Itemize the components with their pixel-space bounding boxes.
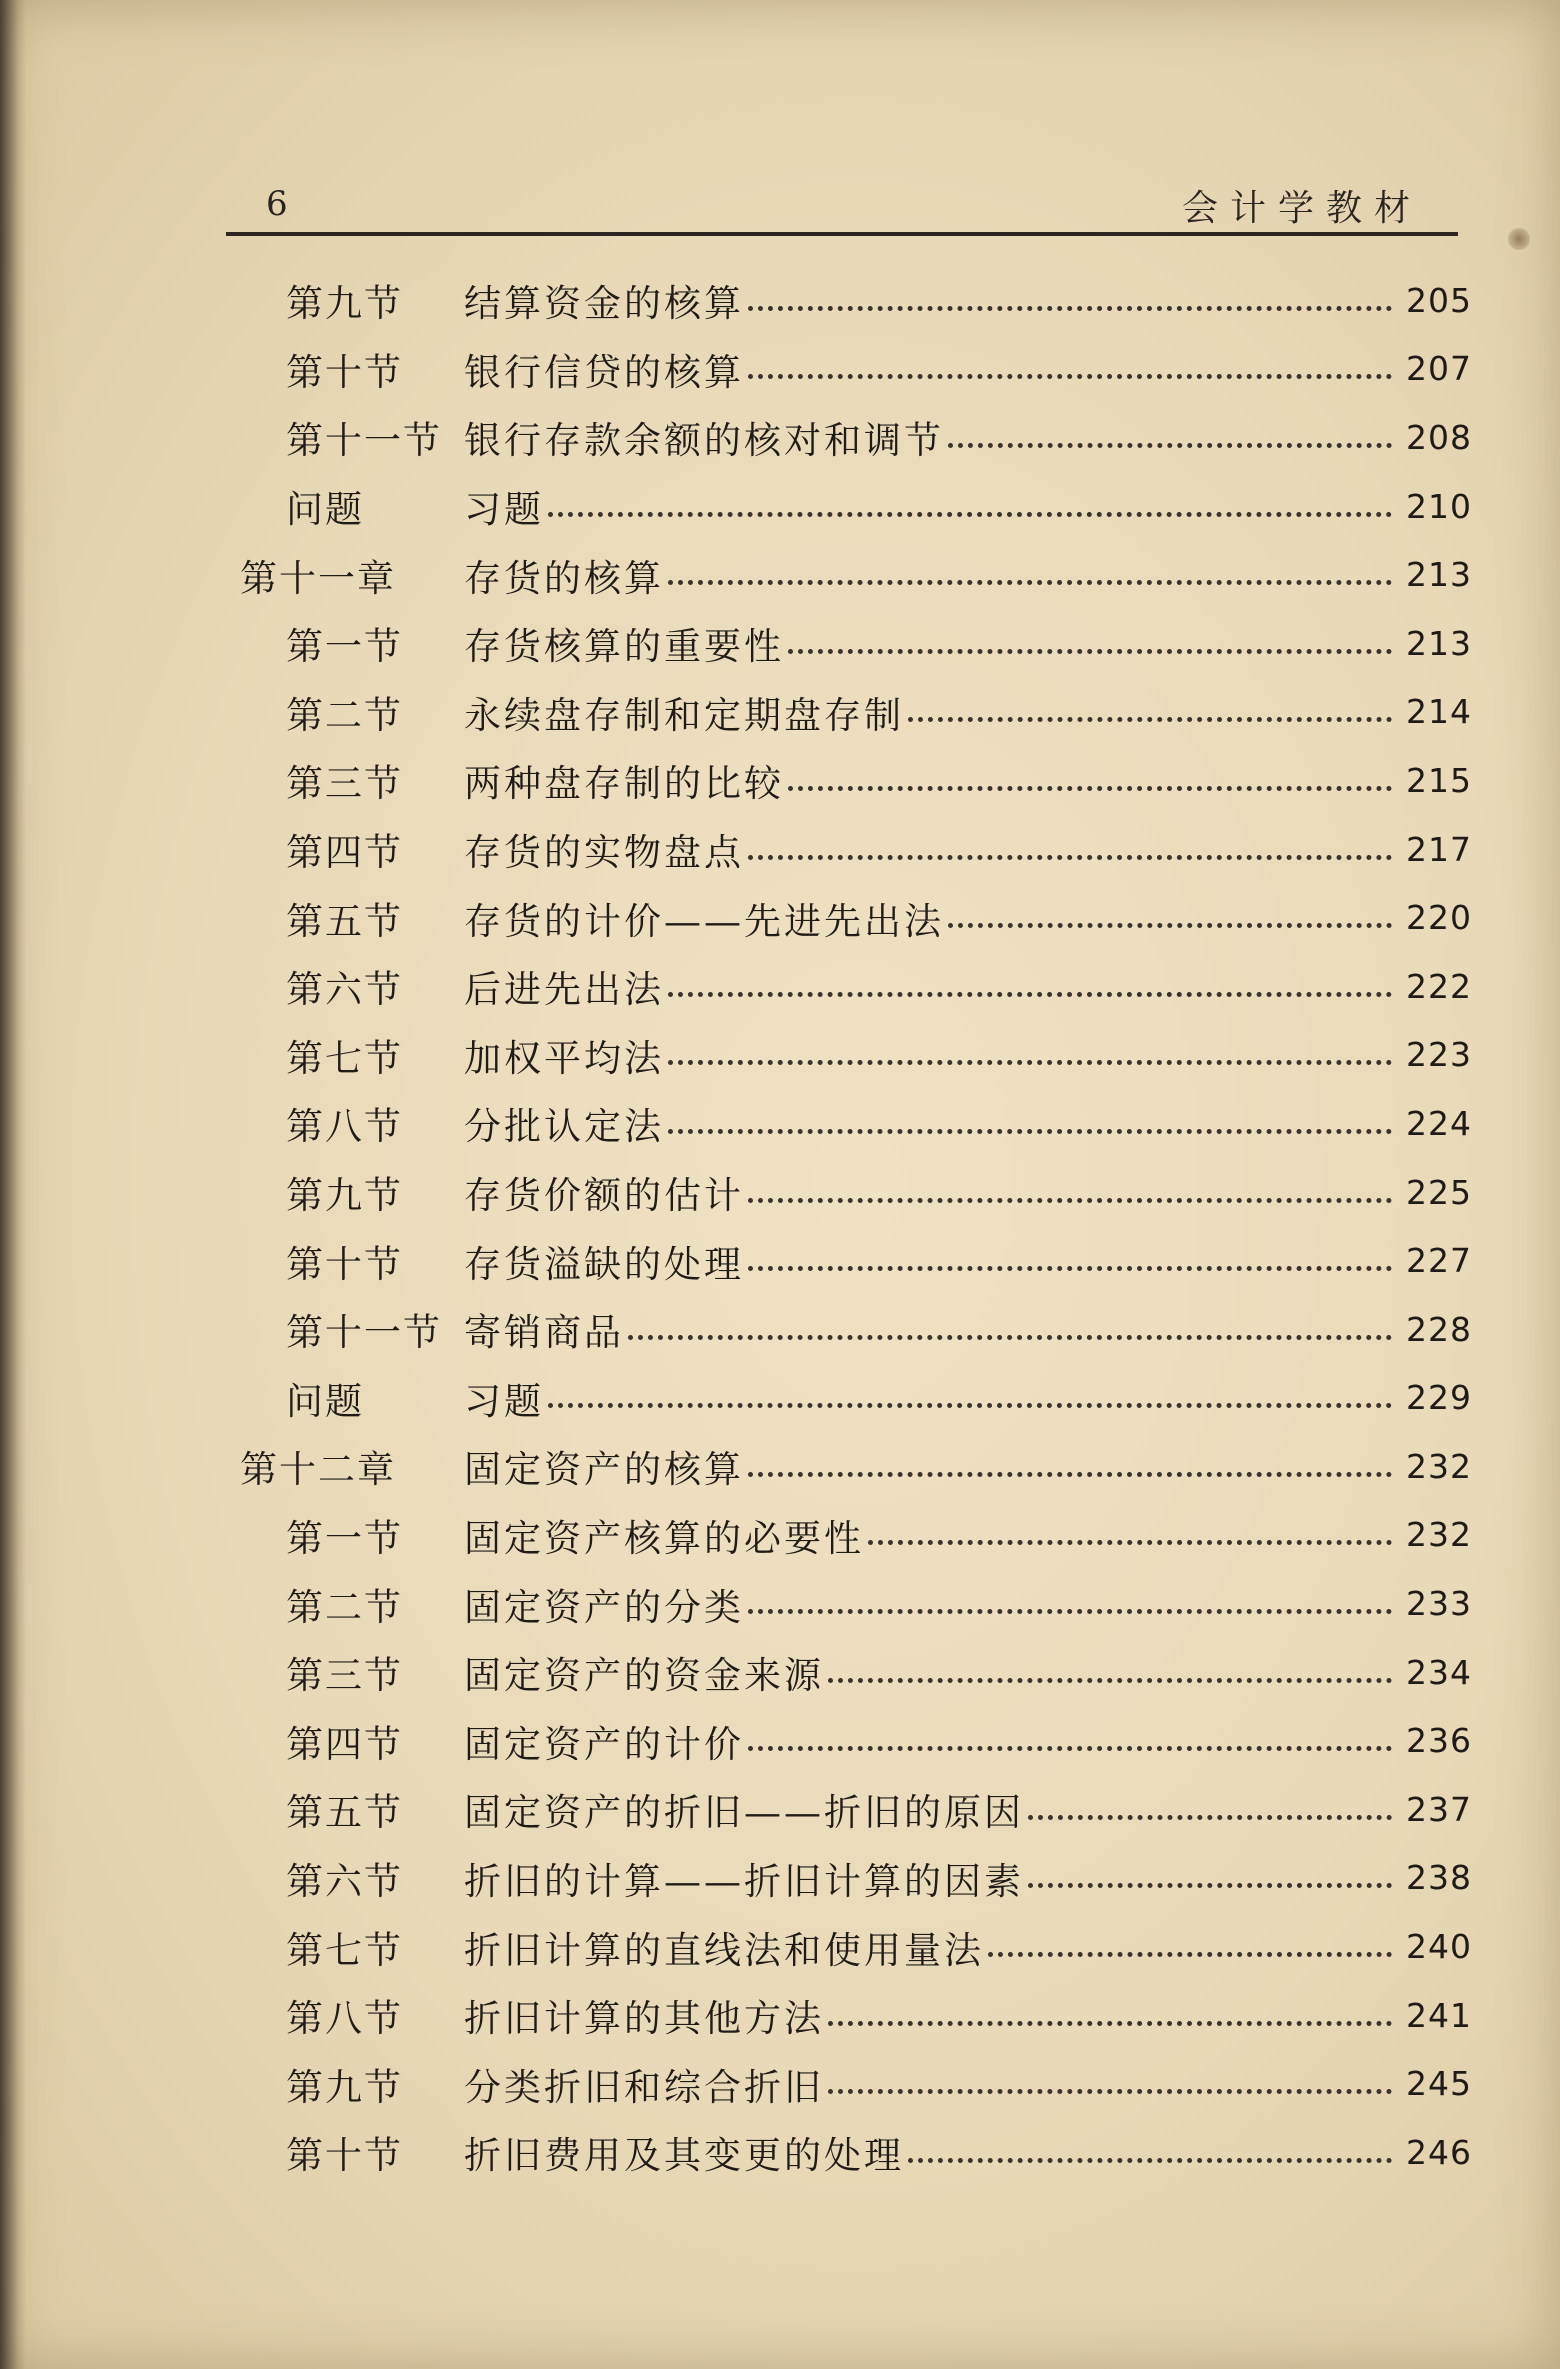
toc-entry-label: 第十一节 [286,419,442,463]
toc-entry-title: 银行信贷的核算 [464,350,744,394]
page-number: 6 [266,184,288,224]
toc-section-row [240,2049,1470,2118]
toc-entry-title: 固定资产的核算 [464,1448,744,1492]
toc-section-row [240,609,1470,678]
toc-entry-label: 第十一章 [240,556,396,600]
toc-chapter-row [240,1432,1470,1501]
toc-entry-title: 固定资产的计价 [464,1722,744,1766]
toc-page-number: 232 [1406,1446,1472,1486]
toc-section-row [240,403,1470,472]
toc-entry-title: 后进先出法 [464,968,664,1012]
toc-entry-label: 第十节 [286,2134,403,2178]
toc-entry-label: 第四节 [286,1722,403,1766]
spine-shadow [0,0,26,2369]
toc-entry-title: 习题 [464,1379,544,1423]
toc-page-number: 238 [1406,1858,1472,1898]
dot-leader [548,1403,1392,1408]
toc-page-number: 227 [1406,1241,1472,1281]
toc-section-row [240,1775,1470,1844]
toc-section-row [240,1501,1470,1570]
toc-entry-label: 第九节 [286,282,403,326]
toc-section-row [240,1089,1470,1158]
toc-entry-title: 折旧费用及其变更的处理 [464,2134,904,2178]
toc-section-row [240,1021,1470,1090]
dot-leader [668,992,1392,997]
toc-page-number: 246 [1406,2132,1472,2172]
dot-leader [828,2089,1392,2094]
toc-section-row [240,883,1470,952]
dot-leader [668,1060,1392,1065]
toc-section-row [240,746,1470,815]
toc-page-number: 213 [1406,555,1472,595]
toc-entry-title: 结算资金的核算 [464,282,744,326]
toc-page-number: 225 [1406,1172,1472,1212]
toc-page-number: 228 [1406,1309,1472,1349]
toc-entry-label: 第十一节 [286,1311,442,1355]
toc-section-row [240,952,1470,1021]
toc-entry-label: 第三节 [286,1654,403,1698]
toc-page-number: 222 [1406,966,1472,1006]
toc-page-number: 207 [1406,349,1472,389]
toc-page-number: 234 [1406,1652,1472,1692]
toc-entry-title: 银行存款余额的核对和调节 [464,419,944,463]
toc-page-number: 237 [1406,1789,1472,1829]
toc-section-row [240,1912,1470,1981]
toc-entry-label: 第五节 [286,899,403,943]
toc-entry-label: 第九节 [286,2065,403,2109]
toc-section-row [240,1706,1470,1775]
dot-leader [748,1609,1392,1614]
toc-entry-label: 第十二章 [240,1448,396,1492]
toc-entry-title: 存货的计价——先进先出法 [464,899,944,943]
dot-leader [748,855,1392,860]
toc-entry-label: 第二节 [286,1585,403,1629]
toc-entry-title: 习题 [464,488,544,532]
toc-entry-title: 折旧计算的直线法和使用量法 [464,1928,984,1972]
toc-entry-label: 第九节 [286,1174,403,1218]
dot-leader [1028,1815,1392,1820]
toc-entry-label: 第四节 [286,831,403,875]
toc-chapter-row [240,540,1470,609]
toc-entry-label: 第八节 [286,1105,403,1149]
toc-page-number: 245 [1406,2064,1472,2104]
toc-section-row [240,1158,1470,1227]
toc-entry-label: 第八节 [286,1997,403,2041]
toc-section-row [240,1981,1470,2050]
toc-section-row [240,335,1470,404]
toc-page-number: 233 [1406,1584,1472,1624]
toc-entry-label: 第十节 [286,350,403,394]
toc-entry-label: 第十节 [286,1242,403,1286]
toc-entry-label: 第五节 [286,1791,403,1835]
dot-leader [628,1335,1392,1340]
toc-entry-label: 第六节 [286,968,403,1012]
toc-entry-title: 存货溢缺的处理 [464,1242,744,1286]
toc-entry-title: 固定资产的分类 [464,1585,744,1629]
toc-entry-title: 折旧的计算——折旧计算的因素 [464,1859,1024,1903]
toc-entry-label: 问题 [286,1379,364,1423]
toc-page-number: 220 [1406,898,1472,938]
toc-entry-label: 问题 [286,488,364,532]
toc-entry-title: 分批认定法 [464,1105,664,1149]
toc-entry-title: 加权平均法 [464,1036,664,1080]
toc-entry-title: 固定资产核算的必要性 [464,1516,864,1560]
dot-leader [668,1129,1392,1134]
dot-leader [548,512,1392,517]
toc-section-row [240,266,1470,335]
toc-entry-title: 存货的实物盘点 [464,831,744,875]
dot-leader [788,786,1392,791]
toc-entry-label: 第七节 [286,1928,403,1972]
toc-page-number: 229 [1406,1378,1472,1418]
toc-entry-title: 存货价额的估计 [464,1174,744,1218]
dot-leader [948,443,1392,448]
toc-section-row [240,1364,1470,1433]
toc-entry-label: 第一节 [286,625,403,669]
toc-page-number: 232 [1406,1515,1472,1555]
toc-entry-title: 两种盘存制的比较 [464,762,784,806]
toc-section-row [240,1569,1470,1638]
toc-section-row [240,2118,1470,2187]
book-title: 会计学教材 [1181,188,1422,229]
toc-entry-label: 第七节 [286,1036,403,1080]
dot-leader [948,923,1392,928]
paper-stain [1508,228,1530,250]
toc-page-number: 213 [1406,623,1472,663]
toc-section-row [240,1295,1470,1364]
dot-leader [748,1472,1392,1477]
toc-section-row [240,1844,1470,1913]
toc-entry-title: 永续盘存制和定期盘存制 [464,693,904,737]
dot-leader [908,717,1392,722]
toc-entry-label: 第六节 [286,1859,403,1903]
toc-page-number: 210 [1406,486,1472,526]
toc-entry-title: 固定资产的资金来源 [464,1654,824,1698]
toc-entry-title: 分类折旧和综合折旧 [464,2065,824,2109]
dot-leader [668,580,1392,585]
dot-leader [868,1540,1392,1545]
toc-entry-title: 固定资产的折旧——折旧的原因 [464,1791,1024,1835]
toc-section-row [240,472,1470,541]
dot-leader [828,1678,1392,1683]
page-header [226,176,1456,236]
header-rule [226,232,1458,236]
dot-leader [908,2158,1392,2163]
toc-page-number: 208 [1406,417,1472,457]
toc-page-number: 224 [1406,1103,1472,1143]
toc-section-row [240,815,1470,884]
dot-leader [748,1266,1392,1271]
toc-entry-label: 第三节 [286,762,403,806]
toc-entry-label: 第一节 [286,1516,403,1560]
dot-leader [748,306,1392,311]
toc-entry-title: 存货核算的重要性 [464,625,784,669]
toc-entry-title: 折旧计算的其他方法 [464,1997,824,2041]
dot-leader [828,2021,1392,2026]
table-of-contents [240,266,1470,2187]
toc-page-number: 214 [1406,692,1472,732]
toc-page-number: 241 [1406,1995,1472,2035]
toc-entry-label: 第二节 [286,693,403,737]
toc-section-row [240,1638,1470,1707]
toc-entry-title: 存货的核算 [464,556,664,600]
toc-section-row [240,1226,1470,1295]
dot-leader [748,1746,1392,1751]
toc-entry-title: 寄销商品 [464,1311,624,1355]
toc-page-number: 215 [1406,760,1472,800]
dot-leader [988,1952,1392,1957]
toc-page-number: 205 [1406,280,1472,320]
toc-page-number: 217 [1406,829,1472,869]
dot-leader [748,374,1392,379]
toc-page-number: 236 [1406,1721,1472,1761]
toc-page-number: 223 [1406,1035,1472,1075]
dot-leader [1028,1883,1392,1888]
toc-section-row [240,678,1470,747]
toc-page-number: 240 [1406,1927,1472,1967]
dot-leader [788,649,1392,654]
dot-leader [748,1198,1392,1203]
